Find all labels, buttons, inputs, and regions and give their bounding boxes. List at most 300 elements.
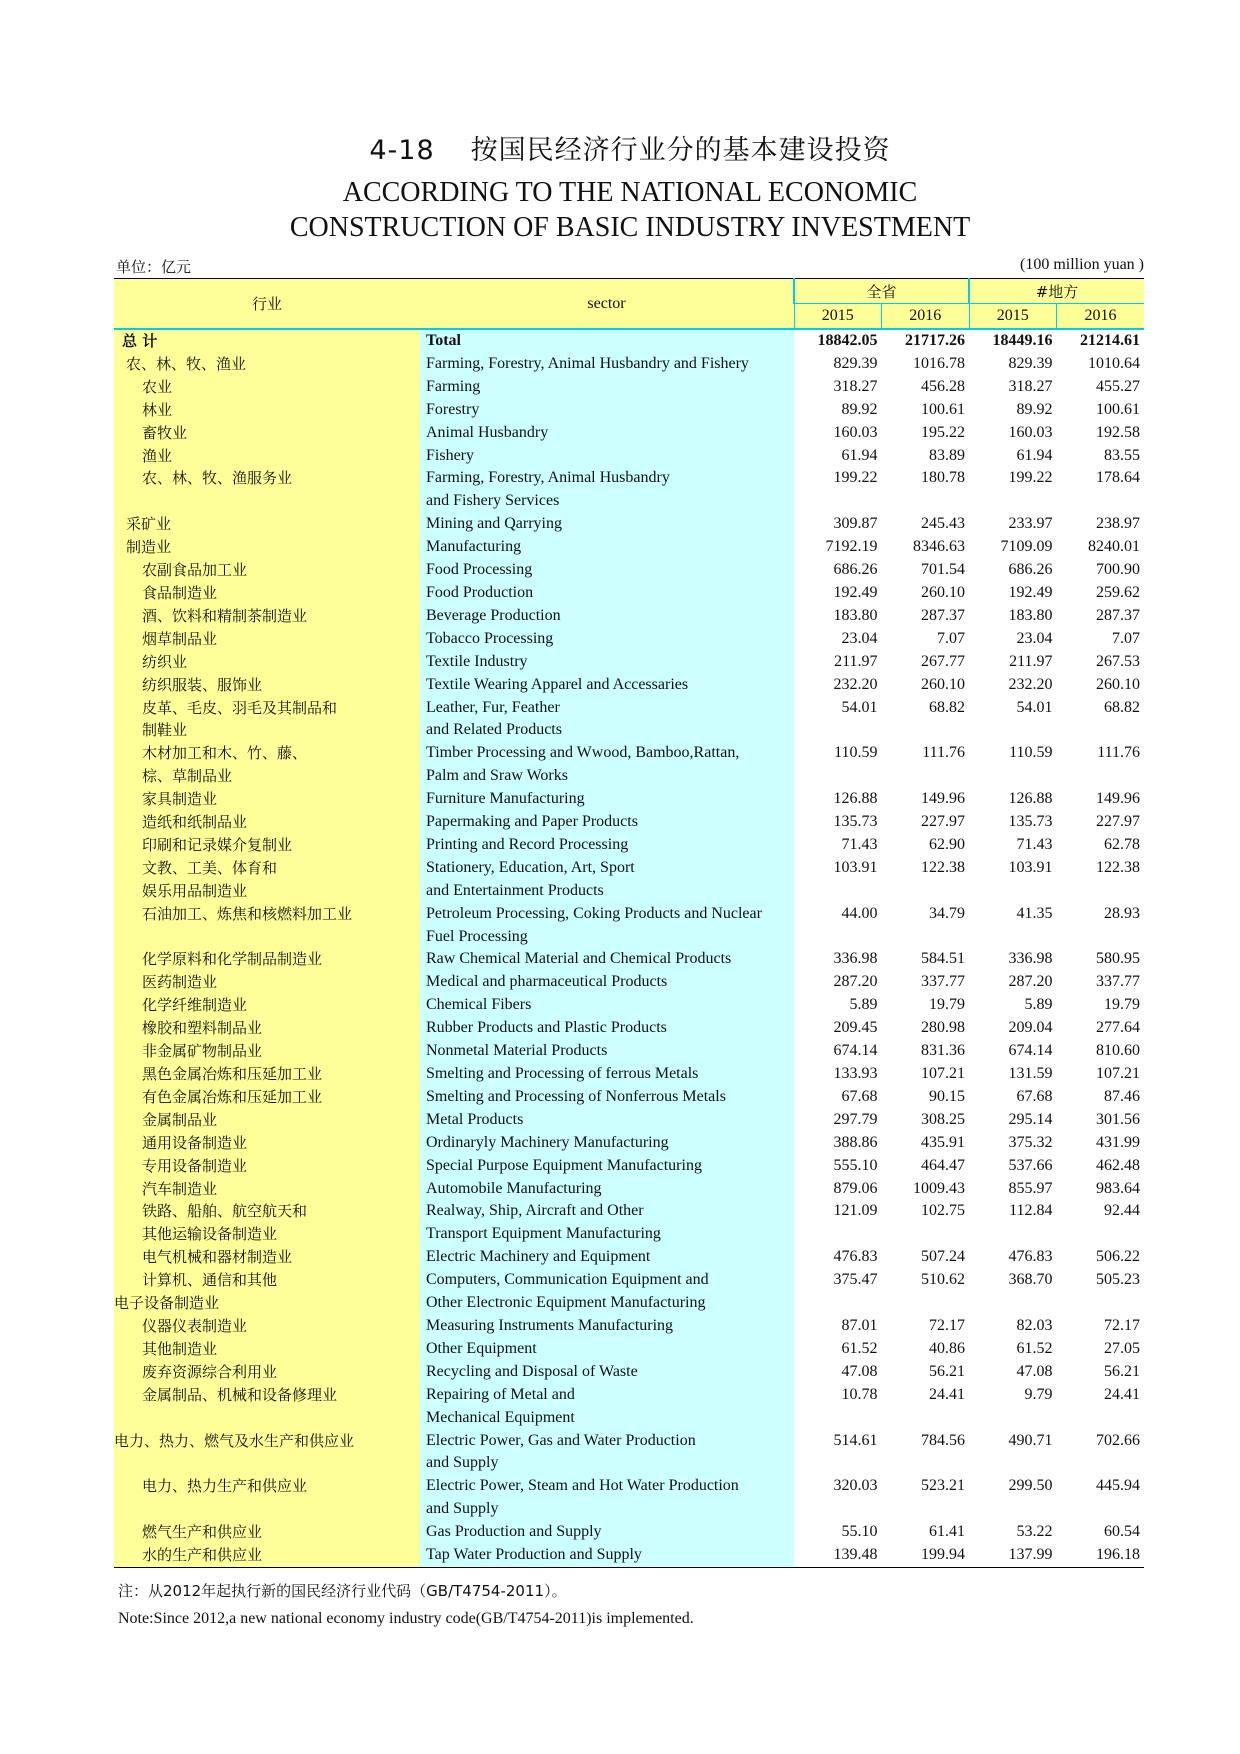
industry-name-cn: 纺织服装、服饰业 [114, 674, 420, 697]
value-province-2016: 107.21 [921, 1065, 966, 1082]
sector-name-en: and Supply [420, 1498, 794, 1521]
value-local-2016: 21214.61 [1080, 332, 1141, 349]
industry-name-cn [114, 1407, 420, 1430]
value-province-2016: 227.97 [921, 813, 966, 831]
sector-name-en: Measuring Instruments Manufacturing [420, 1315, 794, 1338]
unit-en: (100 million yuan ) [1020, 256, 1144, 273]
value-local-2015: 686.26 [1008, 561, 1053, 579]
value-local-2016: 810.60 [1096, 1042, 1141, 1060]
value-local-2016: 337.77 [1096, 973, 1141, 991]
sector-name-en: Mechanical Equipment [420, 1407, 794, 1430]
value-local-2015: 18449.16 [992, 332, 1053, 349]
header-year-province-2015: 2015 [794, 304, 882, 330]
header-province: 全省 [794, 279, 969, 304]
sector-name-en: Fishery [420, 445, 794, 468]
industry-name-cn: 非金属矿物制品业 [114, 1040, 420, 1063]
value-local-2015: 7109.09 [1000, 538, 1053, 556]
value-province-2015 [794, 926, 882, 949]
industry-name-cn: 通用设备制造业 [114, 1132, 420, 1155]
value-province-2015: 297.79 [833, 1110, 878, 1128]
value-province-2016: 308.25 [921, 1110, 966, 1128]
value-province-2016 [882, 765, 970, 788]
value-local-2016 [1057, 1498, 1145, 1521]
industry-name-cn: 农副食品加工业 [114, 559, 420, 582]
value-local-2016: 27.05 [1104, 1339, 1141, 1357]
industry-name-cn: 金属制品业 [114, 1109, 420, 1132]
value-province-2016: 260.10 [921, 675, 966, 693]
value-province-2016 [882, 490, 970, 513]
industry-name-cn: 造纸和纸制品业 [114, 811, 420, 834]
value-local-2016 [1057, 1407, 1145, 1430]
table-row [114, 926, 1144, 949]
sector-name-en: Realway, Ship, Aircraft and Other [420, 1200, 794, 1223]
value-province-2016: 1009.43 [913, 1179, 966, 1197]
sector-name-en: Chemical Fibers [420, 994, 794, 1017]
value-province-2016: 195.22 [921, 423, 966, 441]
industry-name-cn: 棕、草制品业 [114, 765, 420, 788]
value-province-2016: 21717.26 [905, 332, 966, 349]
value-province-2015: 54.01 [841, 698, 878, 716]
value-province-2016: 784.56 [921, 1431, 966, 1449]
value-local-2016: 7.07 [1112, 629, 1141, 647]
value-local-2016: 462.48 [1096, 1156, 1141, 1174]
table-row [114, 811, 1144, 834]
table-body [114, 329, 1144, 1567]
sector-name-en: Computers, Communication Equipment and [420, 1269, 794, 1292]
value-province-2015: 7192.19 [825, 538, 878, 556]
sector-name-en: Stationery, Education, Art, Sport [420, 857, 794, 880]
table-row [114, 1521, 1144, 1544]
table-row [114, 1200, 1144, 1223]
industry-name-cn: 纺织业 [114, 651, 420, 674]
value-local-2015: 199.22 [1008, 469, 1053, 487]
sector-name-en: Ordinaryly Machinery Manufacturing [420, 1132, 794, 1155]
value-province-2016: 122.38 [921, 858, 966, 876]
table-row [114, 1384, 1144, 1407]
value-province-2016: 90.15 [929, 1087, 966, 1105]
table-row [114, 513, 1144, 536]
industry-name-cn: 烟草制品业 [114, 628, 420, 651]
value-province-2015: 139.48 [794, 1544, 882, 1567]
sector-name-en: Smelting and Processing of Nonferrous Metals [420, 1086, 794, 1109]
sector-name-en: and Entertainment Products [420, 880, 794, 903]
value-local-2015: 211.97 [1009, 652, 1053, 670]
industry-name-cn: 电气机械和器材制造业 [114, 1246, 420, 1269]
value-local-2016 [1057, 1292, 1145, 1315]
industry-name-cn: 印刷和记录媒介复制业 [114, 834, 420, 857]
sector-name-en: Fuel Processing [420, 926, 794, 949]
value-province-2015 [794, 719, 882, 742]
table-row [114, 353, 1144, 376]
value-local-2016: 431.99 [1096, 1133, 1141, 1151]
value-province-2016: 102.75 [921, 1202, 966, 1220]
value-local-2016: 72.17 [1104, 1316, 1141, 1334]
value-province-2016 [882, 880, 970, 903]
table-row [114, 422, 1144, 445]
value-local-2015: 232.20 [1008, 675, 1053, 693]
value-province-2016: 287.37 [921, 606, 966, 624]
industry-name-cn: 石油加工、炼焦和核燃料加工业 [114, 903, 420, 926]
table-row [114, 788, 1144, 811]
table-row [114, 742, 1144, 765]
value-local-2015 [969, 880, 1057, 903]
value-local-2015 [969, 490, 1057, 513]
value-province-2016 [882, 1223, 970, 1246]
value-local-2016: 700.90 [1096, 561, 1141, 579]
value-local-2015: 61.52 [1016, 1339, 1053, 1357]
industry-name-cn: 电子设备制造业 [114, 1292, 420, 1315]
value-province-2015: 55.10 [841, 1523, 878, 1541]
value-province-2015: 829.39 [833, 354, 878, 372]
sector-name-en: and Supply [420, 1452, 794, 1475]
value-province-2016: 180.78 [921, 469, 966, 487]
sector-name-en: Forestry [420, 399, 794, 422]
value-local-2016: 455.27 [1096, 377, 1141, 395]
table-row [114, 582, 1144, 605]
industry-name-cn: 计算机、通信和其他 [114, 1269, 420, 1292]
value-province-2015: 61.94 [841, 446, 878, 464]
sector-name-en: Farming, Forestry, Animal Husbandry [420, 467, 794, 490]
industry-name-cn: 化学纤维制造业 [114, 994, 420, 1017]
value-province-2015: 47.08 [841, 1362, 878, 1380]
table-row [114, 903, 1144, 926]
table-row [114, 880, 1144, 903]
value-province-2015: 309.87 [833, 515, 878, 533]
value-province-2015 [794, 765, 882, 788]
sector-name-en: Mining and Qarrying [420, 513, 794, 536]
industry-name-cn: 农、林、牧、渔业 [114, 353, 420, 376]
value-province-2016: 68.82 [929, 698, 966, 716]
value-province-2015: 18842.05 [817, 332, 878, 349]
table-row [114, 1475, 1144, 1498]
value-province-2015: 476.83 [833, 1248, 878, 1266]
table-row [114, 445, 1144, 468]
sector-name-en: Beverage Production [420, 605, 794, 628]
industry-name-cn: 其他制造业 [114, 1338, 420, 1361]
value-local-2015: 368.70 [1008, 1271, 1053, 1289]
value-local-2015: 375.32 [1008, 1133, 1053, 1151]
table-row [114, 559, 1144, 582]
table-row [114, 719, 1144, 742]
table-row [114, 1017, 1144, 1040]
value-local-2016 [1057, 1223, 1145, 1246]
value-province-2016: 464.47 [921, 1156, 966, 1174]
value-local-2015: 82.03 [1016, 1316, 1053, 1334]
title-en-line1: ACCORDING TO THE NATIONAL ECONOMIC [342, 177, 918, 208]
value-province-2015: 388.86 [833, 1133, 878, 1151]
value-local-2016: 92.44 [1104, 1202, 1141, 1220]
industry-name-cn: 采矿业 [114, 513, 420, 536]
value-province-2015: 71.43 [841, 835, 878, 853]
value-local-2015 [969, 719, 1057, 742]
industry-name-cn [114, 926, 420, 949]
title-block [0, 128, 1240, 245]
value-province-2015: 320.03 [833, 1477, 878, 1495]
value-local-2015: 9.79 [1024, 1385, 1053, 1403]
industry-name-cn: 电力、热力生产和供应业 [114, 1475, 420, 1498]
industry-name-cn: 金属制品、机械和设备修理业 [114, 1384, 420, 1407]
value-local-2015 [969, 1292, 1057, 1315]
industry-name-cn: 黑色金属冶炼和压延加工业 [114, 1063, 420, 1086]
value-province-2016: 510.62 [921, 1271, 966, 1289]
value-province-2015 [794, 1498, 882, 1521]
value-local-2016 [1057, 1452, 1145, 1475]
value-province-2015: 199.22 [833, 469, 878, 487]
table-row [114, 994, 1144, 1017]
value-province-2015: 110.59 [834, 744, 878, 762]
table-row [114, 1246, 1144, 1269]
value-local-2015: 160.03 [1008, 423, 1053, 441]
value-local-2016: 24.41 [1104, 1385, 1141, 1403]
industry-name-cn: 废弃资源综合利用业 [114, 1361, 420, 1384]
value-province-2015: 375.47 [833, 1271, 878, 1289]
value-local-2016: 445.94 [1096, 1477, 1141, 1495]
value-province-2015: 61.52 [841, 1339, 878, 1357]
value-province-2015: 232.20 [833, 675, 878, 693]
industry-name-cn: 有色金属冶炼和压延加工业 [114, 1086, 420, 1109]
sector-name-en: Electric Power, Steam and Hot Water Production [420, 1475, 794, 1498]
value-province-2015: 44.00 [841, 904, 878, 922]
value-province-2016: 8346.63 [913, 538, 966, 556]
value-province-2016: 72.17 [929, 1316, 966, 1334]
value-province-2016: 56.21 [929, 1362, 966, 1380]
sector-name-en: Medical and pharmaceutical Products [420, 971, 794, 994]
value-local-2016: 8240.01 [1088, 538, 1141, 556]
value-local-2015: 71.43 [1016, 835, 1053, 853]
table-row [114, 1269, 1144, 1292]
table-row [114, 1292, 1144, 1315]
table-row [114, 1063, 1144, 1086]
sector-name-en: Rubber Products and Plastic Products [420, 1017, 794, 1040]
value-province-2016: 83.89 [929, 446, 966, 464]
value-local-2016: 287.37 [1096, 606, 1141, 624]
header-year-local-2016: 2016 [1057, 304, 1145, 330]
value-province-2016 [882, 1407, 970, 1430]
sector-name-en: Total [420, 329, 794, 353]
value-local-2016: 60.54 [1104, 1523, 1141, 1541]
value-province-2015: 133.93 [833, 1065, 878, 1082]
table-row [114, 674, 1144, 697]
value-local-2015: 5.89 [1024, 996, 1053, 1014]
value-province-2016: 40.86 [929, 1339, 966, 1357]
table-row [114, 857, 1144, 880]
value-province-2016 [882, 719, 970, 742]
value-local-2015: 23.04 [1016, 629, 1053, 647]
value-local-2016 [1057, 926, 1145, 949]
value-local-2015: 54.01 [1016, 698, 1053, 716]
industry-name-cn: 渔业 [114, 445, 420, 468]
industry-name-cn: 木材加工和木、竹、藤、 [114, 742, 420, 765]
page-title-cn [20, 128, 1240, 167]
sector-name-en: Textile Wearing Apparel and Accessaries [420, 674, 794, 697]
value-local-2015: 318.27 [1008, 377, 1053, 395]
industry-name-cn: 化学原料和化学制品制造业 [114, 948, 420, 971]
industry-name-cn: 制造业 [114, 536, 420, 559]
value-local-2016: 277.64 [1096, 1019, 1141, 1037]
sector-name-en: Electric Machinery and Equipment [420, 1246, 794, 1269]
sector-name-en: and Related Products [420, 719, 794, 742]
value-local-2016: 87.46 [1104, 1087, 1141, 1105]
table-row [114, 1430, 1144, 1453]
sector-name-en: Other Equipment [420, 1338, 794, 1361]
value-local-2016: 702.66 [1096, 1431, 1141, 1449]
header-local: #地方 [969, 279, 1144, 304]
industry-name-cn: 农业 [114, 376, 420, 399]
sector-name-en: Palm and Sraw Works [420, 765, 794, 788]
value-local-2016: 267.53 [1096, 652, 1141, 670]
industry-name-cn: 畜牧业 [114, 422, 420, 445]
table-row [114, 376, 1144, 399]
value-local-2015: 233.97 [1008, 515, 1053, 533]
value-local-2016 [1057, 880, 1145, 903]
header-year-local-2015: 2015 [969, 304, 1057, 330]
sector-name-en: Textile Industry [420, 651, 794, 674]
header-industry-cn: 行业 [114, 279, 420, 330]
table-row [114, 399, 1144, 422]
value-province-2015: 103.91 [833, 858, 878, 876]
value-province-2015: 879.06 [833, 1179, 878, 1197]
sector-name-en: Nonmetal Material Products [420, 1040, 794, 1063]
table-row [114, 628, 1144, 651]
value-province-2015: 126.88 [833, 790, 878, 808]
value-province-2016: 149.96 [921, 790, 966, 808]
value-local-2015: 855.97 [1008, 1179, 1053, 1197]
value-province-2015: 192.49 [833, 583, 878, 601]
value-local-2015: 61.94 [1016, 446, 1053, 464]
table-row [114, 834, 1144, 857]
sector-name-en: Metal Products [420, 1109, 794, 1132]
value-province-2015: 555.10 [833, 1156, 878, 1174]
table-row [114, 697, 1144, 720]
value-local-2016: 178.64 [1096, 469, 1141, 487]
sector-name-en: Repairing of Metal and [420, 1384, 794, 1407]
value-province-2015: 336.98 [833, 950, 878, 968]
industry-name-cn: 家具制造业 [114, 788, 420, 811]
industry-name-cn: 农、林、牧、渔服务业 [114, 467, 420, 490]
industry-name-cn: 文教、工美、体育和 [114, 857, 420, 880]
sector-name-en: Automobile Manufacturing [420, 1178, 794, 1201]
value-local-2015: 53.22 [1016, 1523, 1053, 1541]
note-cn: 注：从2012年起执行新的国民经济行业代码（GB/T4754-2011）。 [118, 1582, 567, 1600]
value-local-2016: 68.82 [1104, 698, 1141, 716]
industry-name-cn: 汽车制造业 [114, 1178, 420, 1201]
value-province-2015: 5.89 [849, 996, 878, 1014]
investment-table [114, 278, 1144, 1568]
value-local-2016: 983.64 [1096, 1179, 1141, 1197]
sector-name-en: Gas Production and Supply [420, 1521, 794, 1544]
industry-name-cn: 总 计 [114, 329, 420, 353]
value-province-2016: 100.61 [921, 400, 966, 418]
value-local-2016: 28.93 [1104, 904, 1141, 922]
sector-name-en: Smelting and Processing of ferrous Metals [420, 1063, 794, 1086]
value-local-2016: 196.18 [1057, 1544, 1145, 1567]
note-en: Note:Since 2012,a new national economy industry code(GB/T4754-2011)is implemented. [118, 1610, 694, 1627]
sector-name-en: Raw Chemical Material and Chemical Products [420, 948, 794, 971]
title-cn-text: 按国民经济行业分的基本建设投资 [470, 135, 891, 166]
value-province-2015: 287.20 [833, 973, 878, 991]
value-province-2015: 209.45 [833, 1019, 878, 1037]
table-row [114, 1452, 1144, 1475]
value-province-2016: 34.79 [929, 904, 966, 922]
table-row [114, 1407, 1144, 1430]
value-local-2015: 490.71 [1008, 1431, 1053, 1449]
value-province-2016: 337.77 [921, 973, 966, 991]
page-title-en [20, 175, 1240, 245]
value-local-2015: 126.88 [1008, 790, 1053, 808]
industry-name-cn: 林业 [114, 399, 420, 422]
value-province-2016: 701.54 [921, 561, 966, 579]
industry-name-cn: 食品制造业 [114, 582, 420, 605]
table-row [114, 1155, 1144, 1178]
value-local-2015: 287.20 [1008, 973, 1053, 991]
sector-name-en: Manufacturing [420, 536, 794, 559]
value-province-2015: 211.97 [834, 652, 878, 670]
value-local-2016: 111.76 [1097, 744, 1141, 762]
value-province-2015: 89.92 [841, 400, 878, 418]
value-province-2016: 831.36 [921, 1042, 966, 1060]
industry-name-cn: 皮革、毛皮、羽毛及其制品和 [114, 697, 420, 720]
sector-name-en: Timber Processing and Wwood, Bamboo,Rattan, [420, 742, 794, 765]
value-province-2016: 584.51 [921, 950, 966, 968]
value-local-2015: 829.39 [1008, 354, 1053, 372]
value-province-2016: 507.24 [921, 1248, 966, 1266]
value-province-2015 [794, 490, 882, 513]
value-local-2016 [1057, 765, 1145, 788]
value-province-2015: 160.03 [833, 423, 878, 441]
value-local-2016: 580.95 [1096, 950, 1141, 968]
value-province-2015: 10.78 [841, 1385, 878, 1403]
value-local-2016: 227.97 [1096, 813, 1141, 831]
sector-name-en: Recycling and Disposal of Waste [420, 1361, 794, 1384]
sector-name-en: Other Electronic Equipment Manufacturing [420, 1292, 794, 1315]
value-province-2015 [794, 1223, 882, 1246]
value-province-2016: 111.76 [922, 744, 966, 762]
value-province-2016: 523.21 [921, 1477, 966, 1495]
value-local-2016: 259.62 [1096, 583, 1141, 601]
value-province-2016: 280.98 [921, 1019, 966, 1037]
table-row [114, 490, 1144, 513]
value-local-2016: 107.21 [1096, 1065, 1141, 1082]
value-province-2015: 674.14 [833, 1042, 878, 1060]
industry-name-cn: 其他运输设备制造业 [114, 1223, 420, 1246]
value-local-2016: 149.96 [1096, 790, 1141, 808]
value-local-2016: 192.58 [1096, 423, 1141, 441]
industry-name-cn [114, 1498, 420, 1521]
value-local-2015: 137.99 [969, 1544, 1057, 1567]
table-row [114, 1086, 1144, 1109]
sector-name-en: Tobacco Processing [420, 628, 794, 651]
sector-name-en: Papermaking and Paper Products [420, 811, 794, 834]
value-province-2016: 7.07 [937, 629, 966, 647]
value-province-2016: 1016.78 [913, 354, 966, 372]
table-row [114, 1223, 1144, 1246]
sector-name-en: Animal Husbandry [420, 422, 794, 445]
header-sector-en: sector [420, 279, 794, 330]
value-province-2016: 456.28 [921, 377, 966, 395]
value-local-2015: 476.83 [1008, 1248, 1053, 1266]
table-row [114, 1338, 1144, 1361]
value-local-2015: 336.98 [1008, 950, 1053, 968]
value-local-2015 [969, 1407, 1057, 1430]
value-local-2016: 238.97 [1096, 515, 1141, 533]
value-province-2015: 514.61 [833, 1431, 878, 1449]
table-row [114, 605, 1144, 628]
sector-name-en: and Fishery Services [420, 490, 794, 513]
sector-name-en: Petroleum Processing, Coking Products and Nuclear [420, 903, 794, 926]
value-province-2015: 318.27 [833, 377, 878, 395]
table-number: 4-18 [369, 135, 435, 166]
industry-name-cn: 酒、饮料和精制茶制造业 [114, 605, 420, 628]
